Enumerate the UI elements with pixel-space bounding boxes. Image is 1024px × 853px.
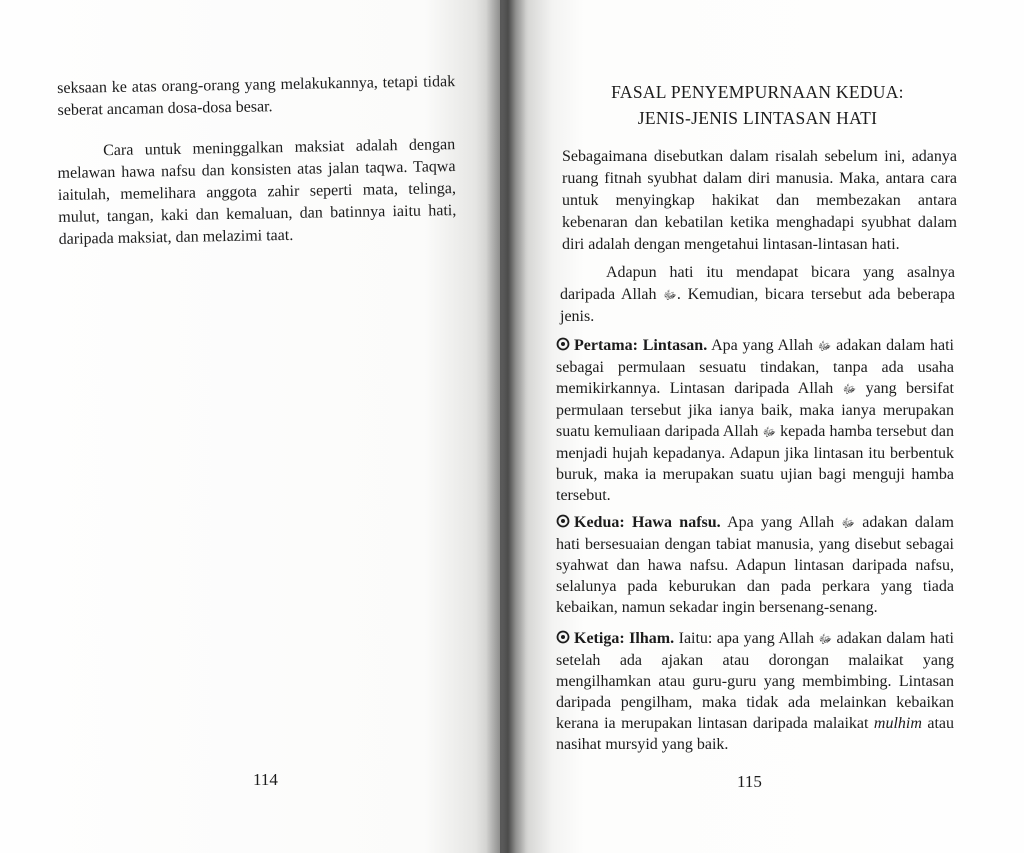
chapter-title-line-1: FASAL PENYEMPURNAAN KEDUA:: [611, 82, 904, 102]
gutter-shadow: [486, 0, 526, 853]
item-text: Apa yang Allah: [707, 337, 818, 354]
flower-bullet-icon: [556, 630, 570, 644]
intro-paragraph: Sebagaimana disebutkan dalam risalah sebelum ini, adanya ruang fitnah syubhat dalam diri manusia. Maka, antara cara untuk menyingkap hakikat dan membezakan antara kebenaran dan kebatilan ketika menghadapi syubhat dalam diri adalah dengan mengetahui lintasan-lintasan hati.: [562, 148, 957, 253]
item-text: yang bersifat permulaan tersebut jika ianya baik, maka ianya merupakan suatu kemuliaan daripada Allah: [556, 380, 955, 440]
item-label: Kedua: Hawa nafsu.: [574, 514, 721, 531]
left-page: [0, 0, 500, 853]
allah-symbol: ﷻ: [818, 632, 833, 646]
item-text: adakan dalam hati bersesuaian dengan tabiat manusia, yang disebut sebagai syahwat dan hawa nafsu. Adapun lintasan daripada nafsu, selalunya pada keburukan dan pada perkara yang tiada kebaikan, namun sekadar ingin bersenang-senang.: [556, 514, 954, 616]
item-text: Iaitu: apa yang Allah: [674, 630, 819, 647]
allah-symbol: ﷻ: [841, 516, 855, 530]
second-paragraph-part-a: Adapun hati itu mendapat bicara yang asalnya daripada Allah: [560, 264, 955, 303]
allah-symbol: ﷻ: [762, 425, 776, 439]
item-text: Apa yang Allah: [720, 514, 842, 531]
right-page-number: 115: [737, 772, 762, 791]
second-paragraph: [560, 262, 955, 328]
list-item: [556, 512, 954, 618]
left-paragraph: Cara untuk meninggalkan maksiat adalah dengan melawan hawa nafsu dan konsisten atas jalan taqwa. Taqwa iaitulah, memelihara anggota zahir seperti mata, telinga, mulut, tangan, kaki dan kemaluan, dan batinnya iaitu hati, daripada maksiat, dan melazimi taat.: [57, 136, 457, 248]
item-text: adakan dalam hati setelah ada ajakan atau dorongan malaikat yang mengilhamkan atau guru-guru yang membimbing. Lintasan daripada pengilham, maka tidak ada melainkan kebaikan kerana ia merupakan lintasan daripada malaikat: [556, 630, 954, 732]
allah-symbol: ﷻ: [817, 339, 832, 353]
item-italic-term: mulhim: [873, 715, 922, 732]
item-text: kepada hamba tersebut dan menjadi hujah kepadanya. Adapun jika lintasan itu berbentuk buruk, maka ia merupakan suatu ujian bagi menguji hamba tersebut.: [556, 423, 954, 504]
allah-symbol: ﷻ: [663, 288, 677, 302]
flower-bullet-icon: [556, 337, 570, 351]
allah-symbol: ﷻ: [842, 382, 857, 396]
list-item: [556, 335, 954, 506]
item-text: atau nasihat mursyid yang baik.: [556, 715, 955, 753]
list-item: [556, 628, 954, 755]
item-label: Ketiga: Ilham.: [574, 630, 675, 647]
left-page-number: 114: [253, 770, 278, 789]
second-paragraph-part-b: . Kemudian, bicara tersebut ada beberapa jenis.: [560, 286, 956, 325]
item-label: Pertama: Lintasan.: [574, 337, 708, 354]
chapter-title-line-2: JENIS-JENIS LINTASAN HATI: [637, 108, 878, 128]
left-continuation-text: seksaan ke atas orang-orang yang melakukannya, tetapi tidak seberat ancaman dosa-dosa besar.: [57, 73, 456, 119]
flower-bullet-icon: [556, 514, 570, 528]
item-text: adakan dalam hati sebagai permulaan sesuatu tindakan, tanpa ada usaha memikirkannya. Lintasan daripada Allah: [556, 337, 954, 397]
